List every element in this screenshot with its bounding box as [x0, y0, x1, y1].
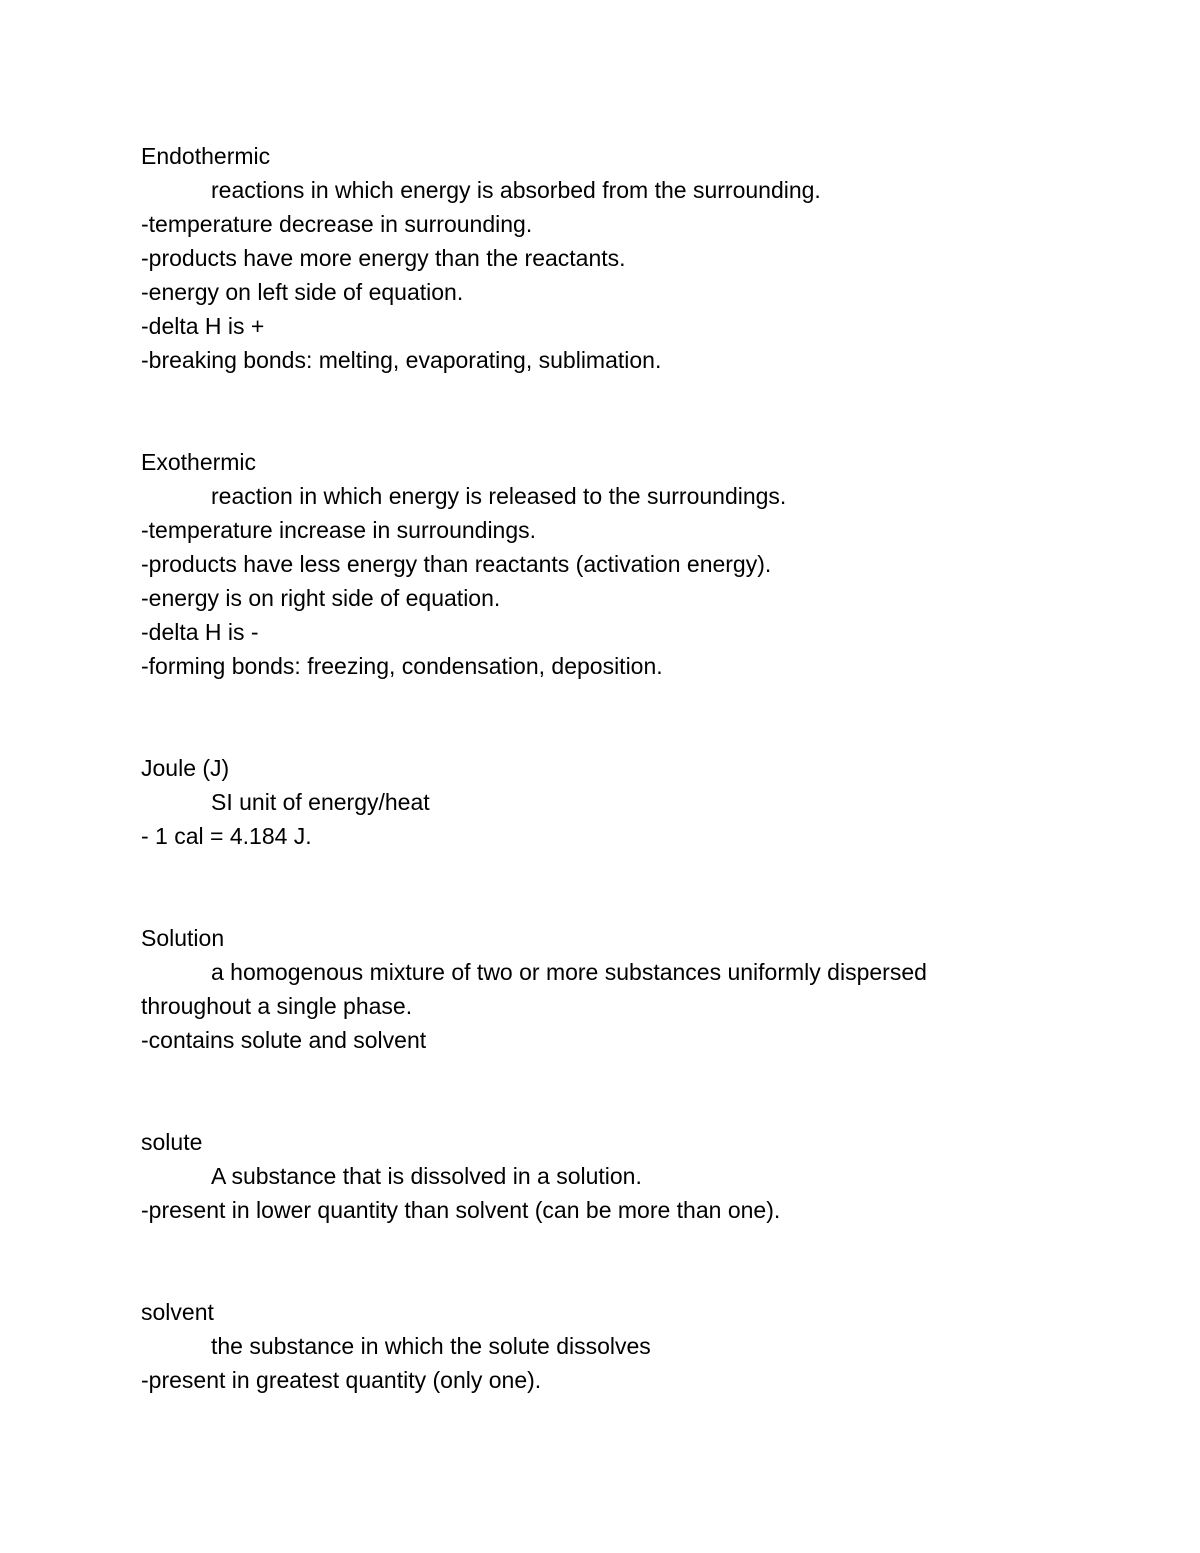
section-solution: [141, 921, 1081, 1057]
note-line: -breaking bonds: melting, evaporating, sublimation.: [141, 347, 662, 373]
term-definition: the substance in which the solute dissolves: [211, 1333, 651, 1359]
term-definition: SI unit of energy/heat: [211, 789, 430, 815]
term-heading: solute: [141, 1129, 203, 1155]
note-line: -products have more energy than the reactants.: [141, 245, 626, 271]
note-line: -energy on left side of equation.: [141, 279, 464, 305]
term-definition: a homogenous mixture of two or more substances uniformly dispersed: [211, 959, 927, 985]
term-heading: Joule (J): [141, 755, 230, 781]
note-line: -contains solute and solvent: [141, 1027, 427, 1053]
term-definition-continued: throughout a single phase.: [141, 993, 413, 1019]
term-definition: reaction in which energy is released to the surroundings.: [211, 483, 787, 509]
note-line: - 1 cal = 4.184 J.: [141, 823, 312, 849]
section-spacer: [141, 377, 1081, 445]
section-spacer: [141, 683, 1081, 751]
term-heading: Endothermic: [141, 143, 271, 169]
section-spacer: [141, 1227, 1081, 1295]
note-line: -forming bonds: freezing, condensation, deposition.: [141, 653, 663, 679]
note-line: -delta H is -: [141, 619, 259, 645]
section-endothermic: [141, 139, 1081, 377]
section-solvent: [141, 1295, 1081, 1397]
term-heading: Solution: [141, 925, 225, 951]
document-body: [141, 139, 1081, 1397]
note-line: -temperature increase in surroundings.: [141, 517, 537, 543]
note-line: -delta H is +: [141, 313, 265, 339]
section-exothermic: [141, 445, 1081, 683]
section-solute: [141, 1125, 1081, 1227]
section-spacer: [141, 1057, 1081, 1125]
section-spacer: [141, 853, 1081, 921]
note-line: -products have less energy than reactants (activation energy).: [141, 551, 772, 577]
term-heading: solvent: [141, 1299, 214, 1325]
note-line: -energy is on right side of equation.: [141, 585, 501, 611]
note-line: -present in greatest quantity (only one).: [141, 1367, 542, 1393]
term-definition: A substance that is dissolved in a solution.: [211, 1163, 642, 1189]
note-line: -temperature decrease in surrounding.: [141, 211, 533, 237]
term-definition: reactions in which energy is absorbed from the surrounding.: [211, 177, 821, 203]
note-line: -present in lower quantity than solvent (can be more than one).: [141, 1197, 781, 1223]
term-heading: Exothermic: [141, 449, 257, 475]
section-joule: [141, 751, 1081, 853]
